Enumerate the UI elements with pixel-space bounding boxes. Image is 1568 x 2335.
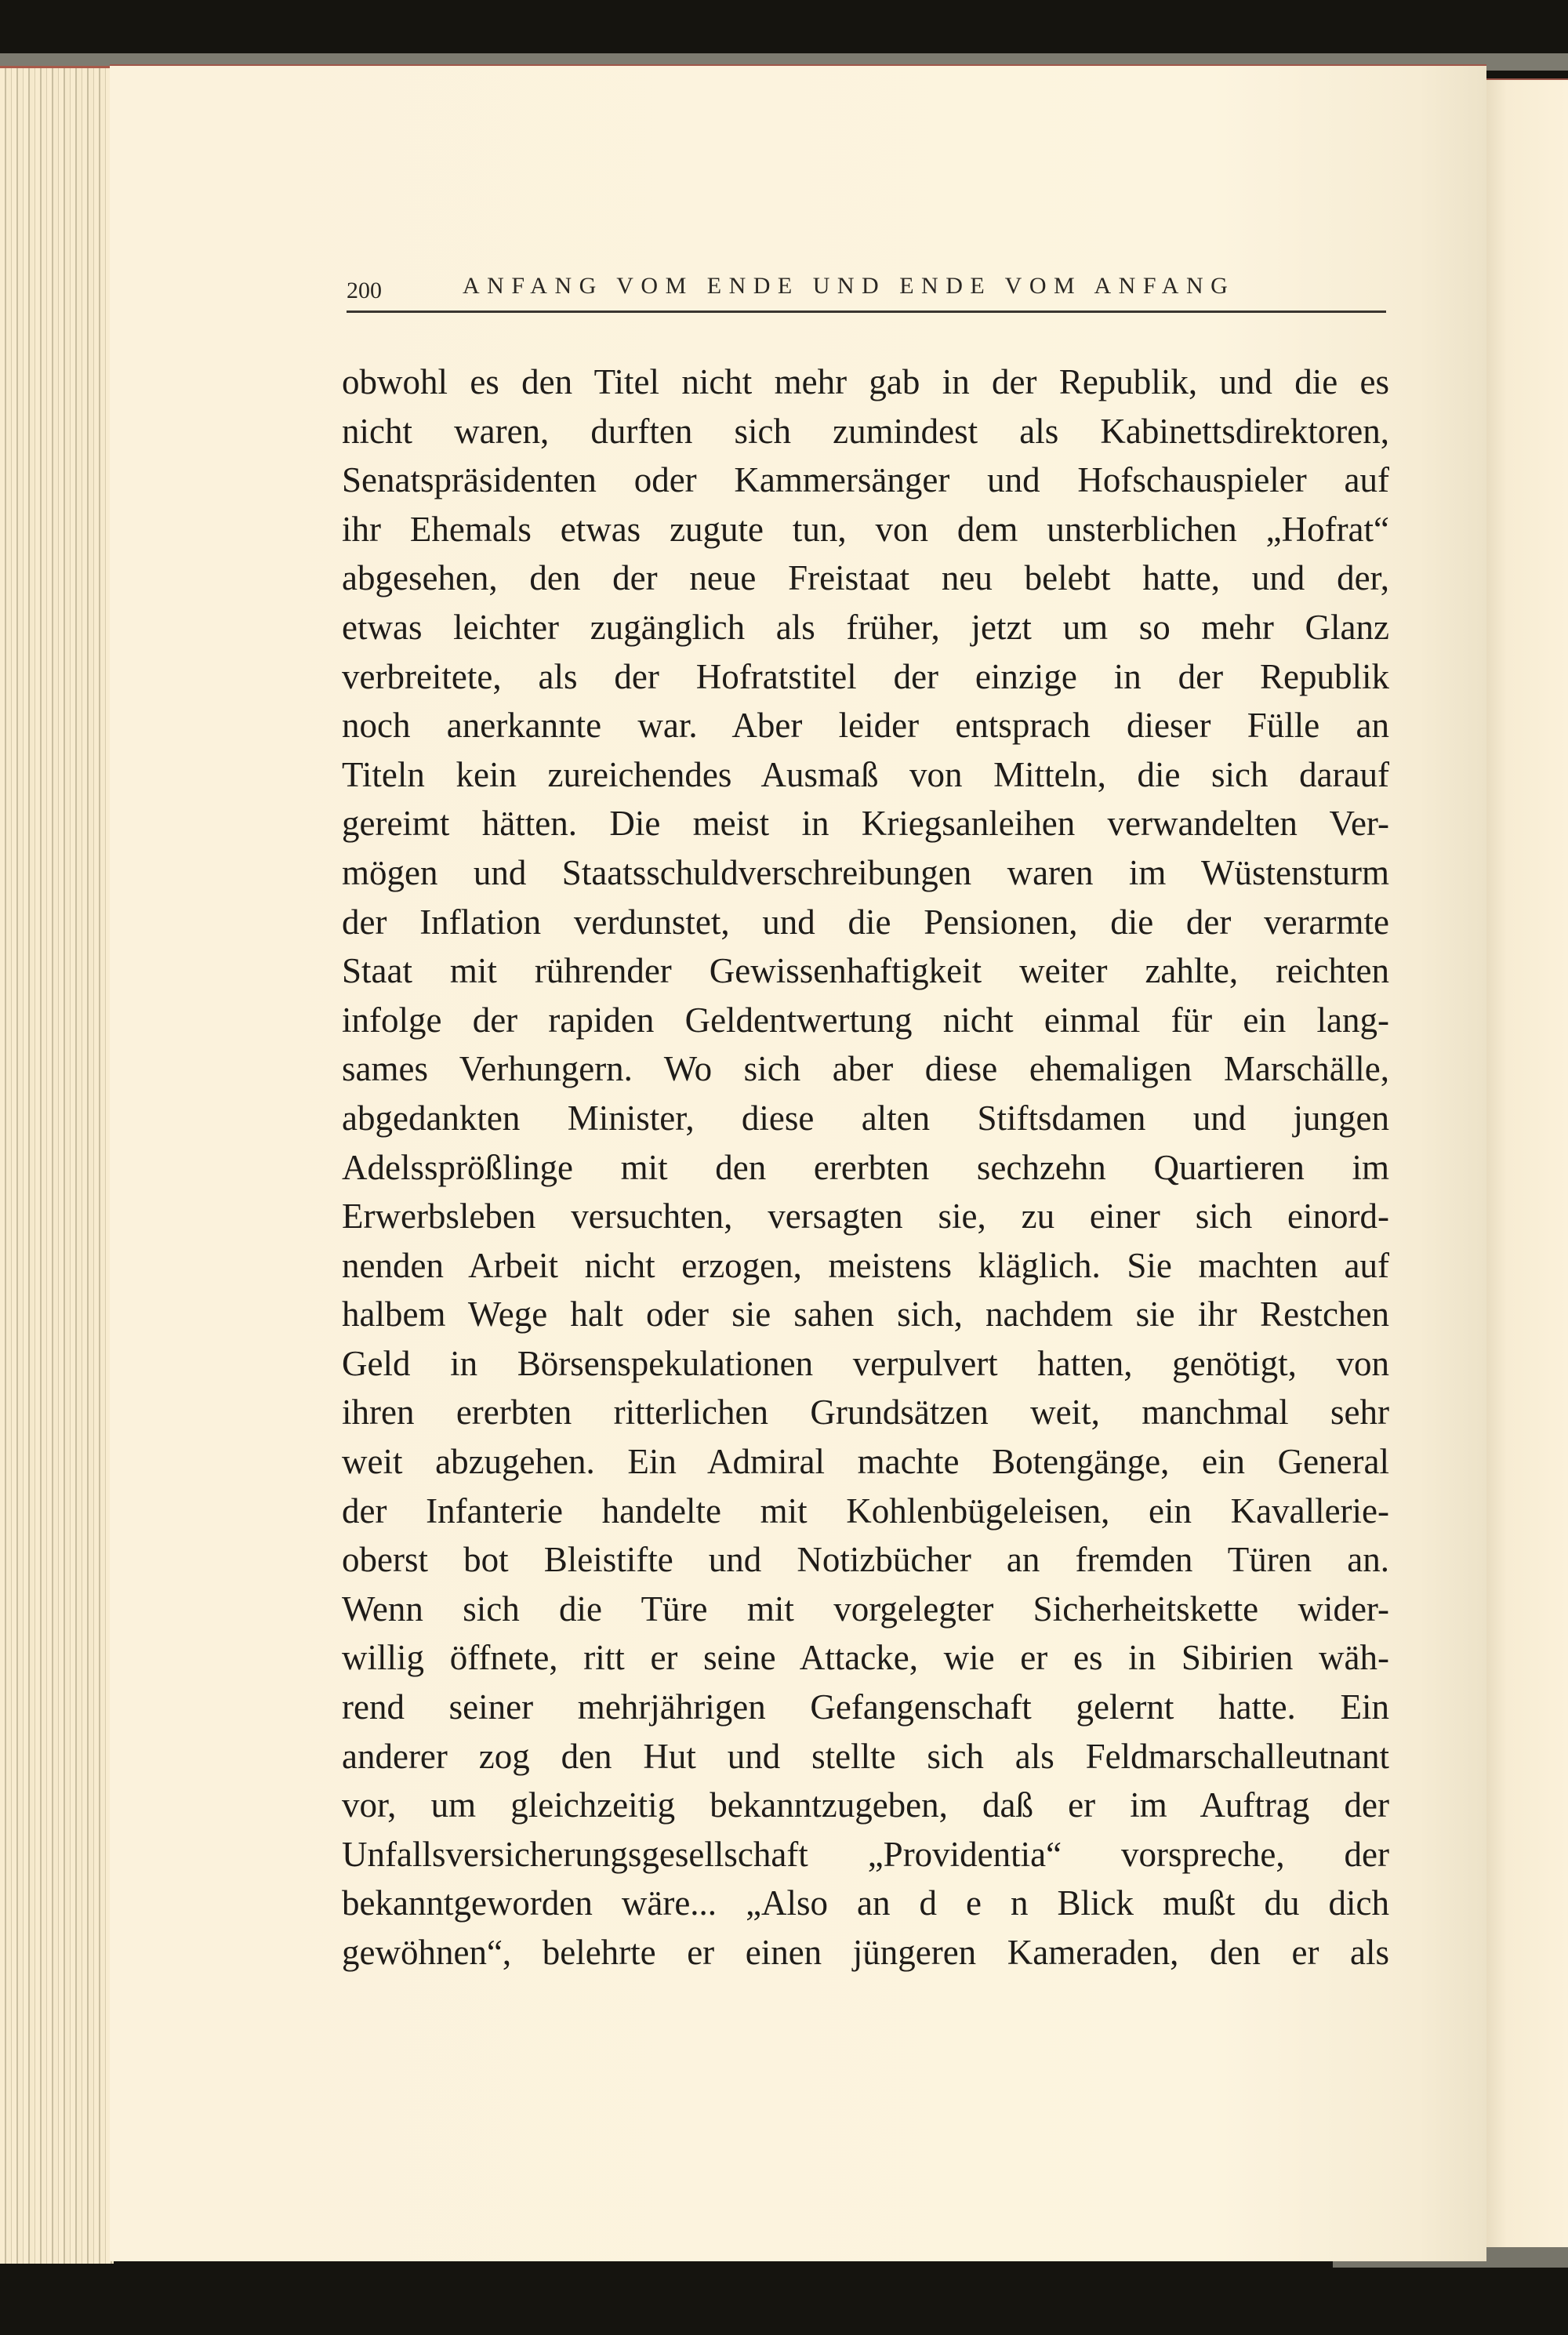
text-line-content: Unfallsversicherungsgesellschaft „Providentia“ vorspreche, der <box>342 1834 1389 1874</box>
text-line <box>342 652 1389 702</box>
text-line <box>342 946 1389 996</box>
text-line-content: ihren ererbten ritterlichen Grundsätzen weit, manchmal sehr <box>342 1393 1389 1433</box>
text-line-content: Senatspräsidenten oder Kammersänger und Hofschauspieler auf <box>342 460 1389 500</box>
text-line-content: etwas leichter zugänglich als früher, jetzt um so mehr Glanz <box>342 607 1389 647</box>
text-line-content: ihr Ehemals etwas zugute tun, von dem unsterblichen „Hofrat“ <box>342 509 1389 549</box>
text-line-content: bekanntgeworden wäre... „Also an d e n Blick mußt du dich <box>342 1883 1389 1923</box>
text-line <box>342 1535 1389 1585</box>
text-line <box>342 1339 1389 1389</box>
text-line-content: sames Verhungern. Wo sich aber diese ehemaligen Marschälle, <box>342 1049 1389 1089</box>
page-stack-edge <box>0 66 114 2264</box>
text-line <box>342 996 1389 1045</box>
text-line <box>342 407 1389 456</box>
page-number: 200 <box>347 278 382 303</box>
facing-page <box>1486 78 1568 2250</box>
text-line <box>342 1830 1389 1879</box>
text-line-content: mögen und Staatsschuldverschreibungen waren im Wüstensturm <box>342 852 1389 892</box>
text-line-content: Erwerbsleben versuchten, versagten sie, zu einer sich einord- <box>342 1197 1389 1236</box>
text-line <box>342 799 1389 848</box>
text-line-content: gereimt hätten. Die meist in Kriegsanleihen verwandelten Ver- <box>342 804 1389 844</box>
text-line <box>342 1928 1389 1977</box>
text-line-content: infolge der rapiden Geldentwertung nicht einmal für ein lang- <box>342 1000 1389 1040</box>
body-text <box>342 358 1389 1977</box>
running-head-title: ANFANG VOM ENDE UND ENDE VOM ANFANG <box>463 273 1236 299</box>
text-line <box>342 848 1389 898</box>
text-line-content: weit abzugehen. Ein Admiral machte Botengänge, ein General <box>342 1442 1389 1482</box>
text-line-content: abgedankten Minister, diese alten Stiftsdamen und jungen <box>342 1098 1389 1138</box>
text-line <box>342 1437 1389 1487</box>
running-head <box>347 273 1386 314</box>
text-line <box>342 1879 1389 1928</box>
text-line-content: verbreitete, als der Hofratstitel der einzige in der Republik <box>342 656 1389 696</box>
text-line-content: Geld in Börsenspekulationen verpulvert hatten, genötigt, von <box>342 1343 1389 1383</box>
text-line <box>342 1094 1389 1143</box>
text-line-content: halbem Wege halt oder sie sahen sich, nachdem sie ihr Restchen <box>342 1295 1389 1335</box>
text-line-content: der Inflation verdunstet, und die Pensionen, die der verarmte <box>342 902 1389 942</box>
text-line-content: Wenn sich die Türe mit vorgelegter Sicherheitskette wider- <box>342 1589 1389 1629</box>
text-line-content: vor, um gleichzeitig bekanntzugeben, daß er im Auftrag der <box>342 1785 1389 1825</box>
text-line <box>342 701 1389 750</box>
text-line <box>342 1388 1389 1437</box>
header-rule <box>347 310 1386 313</box>
text-line-content: willig öffnete, ritt er seine Attacke, wie er es in Sibirien wäh- <box>342 1638 1389 1678</box>
text-line <box>342 1192 1389 1241</box>
text-line <box>342 358 1389 407</box>
text-line <box>342 603 1389 652</box>
text-line-content: der Infanterie handelte mit Kohlenbügeleisen, ein Kavallerie- <box>342 1491 1389 1531</box>
text-line-content: nenden Arbeit nicht erzogen, meistens kläglich. Sie machten auf <box>342 1245 1389 1285</box>
text-line <box>342 1044 1389 1094</box>
text-line <box>342 750 1389 800</box>
text-line-content: Titeln kein zureichendes Ausmaß von Mitteln, die sich darauf <box>342 754 1389 794</box>
text-line <box>342 1732 1389 1781</box>
text-line <box>342 1683 1389 1732</box>
text-line-content: Adelssprößlinge mit den ererbten sechzehn Quartieren im <box>342 1147 1389 1187</box>
text-line-content: nicht waren, durften sich zumindest als Kabinettsdirektoren, <box>342 411 1389 451</box>
text-line <box>342 1781 1389 1830</box>
text-line <box>342 1633 1389 1683</box>
text-line <box>342 505 1389 554</box>
text-line <box>342 1241 1389 1291</box>
text-line-content: noch anerkannte war. Aber leider entsprach dieser Fülle an <box>342 706 1389 746</box>
text-line-content: abgesehen, den der neue Freistaat neu belebt hatte, und der, <box>342 558 1389 598</box>
text-line <box>342 554 1389 603</box>
text-line-content: rend seiner mehrjährigen Gefangenschaft gelernt hatte. Ein <box>342 1687 1389 1727</box>
text-line <box>342 898 1389 947</box>
text-line-content: Staat mit rührender Gewissenhaftigkeit weiter zahlte, reichten <box>342 951 1389 991</box>
text-line-content: oberst bot Bleistifte und Notizbücher an fremden Türen an. <box>342 1540 1389 1580</box>
text-line-content: anderer zog den Hut und stellte sich als Feldmarschalleutnant <box>342 1736 1389 1776</box>
text-line-content: gewöhnen“, belehrte er einen jüngeren Kameraden, den er als <box>342 1933 1389 1972</box>
text-line <box>342 456 1389 505</box>
text-line <box>342 1585 1389 1634</box>
text-line-content: obwohl es den Titel nicht mehr gab in der Republik, und die es <box>342 362 1389 401</box>
text-line <box>342 1290 1389 1339</box>
text-line <box>342 1143 1389 1193</box>
text-line <box>342 1487 1389 1536</box>
